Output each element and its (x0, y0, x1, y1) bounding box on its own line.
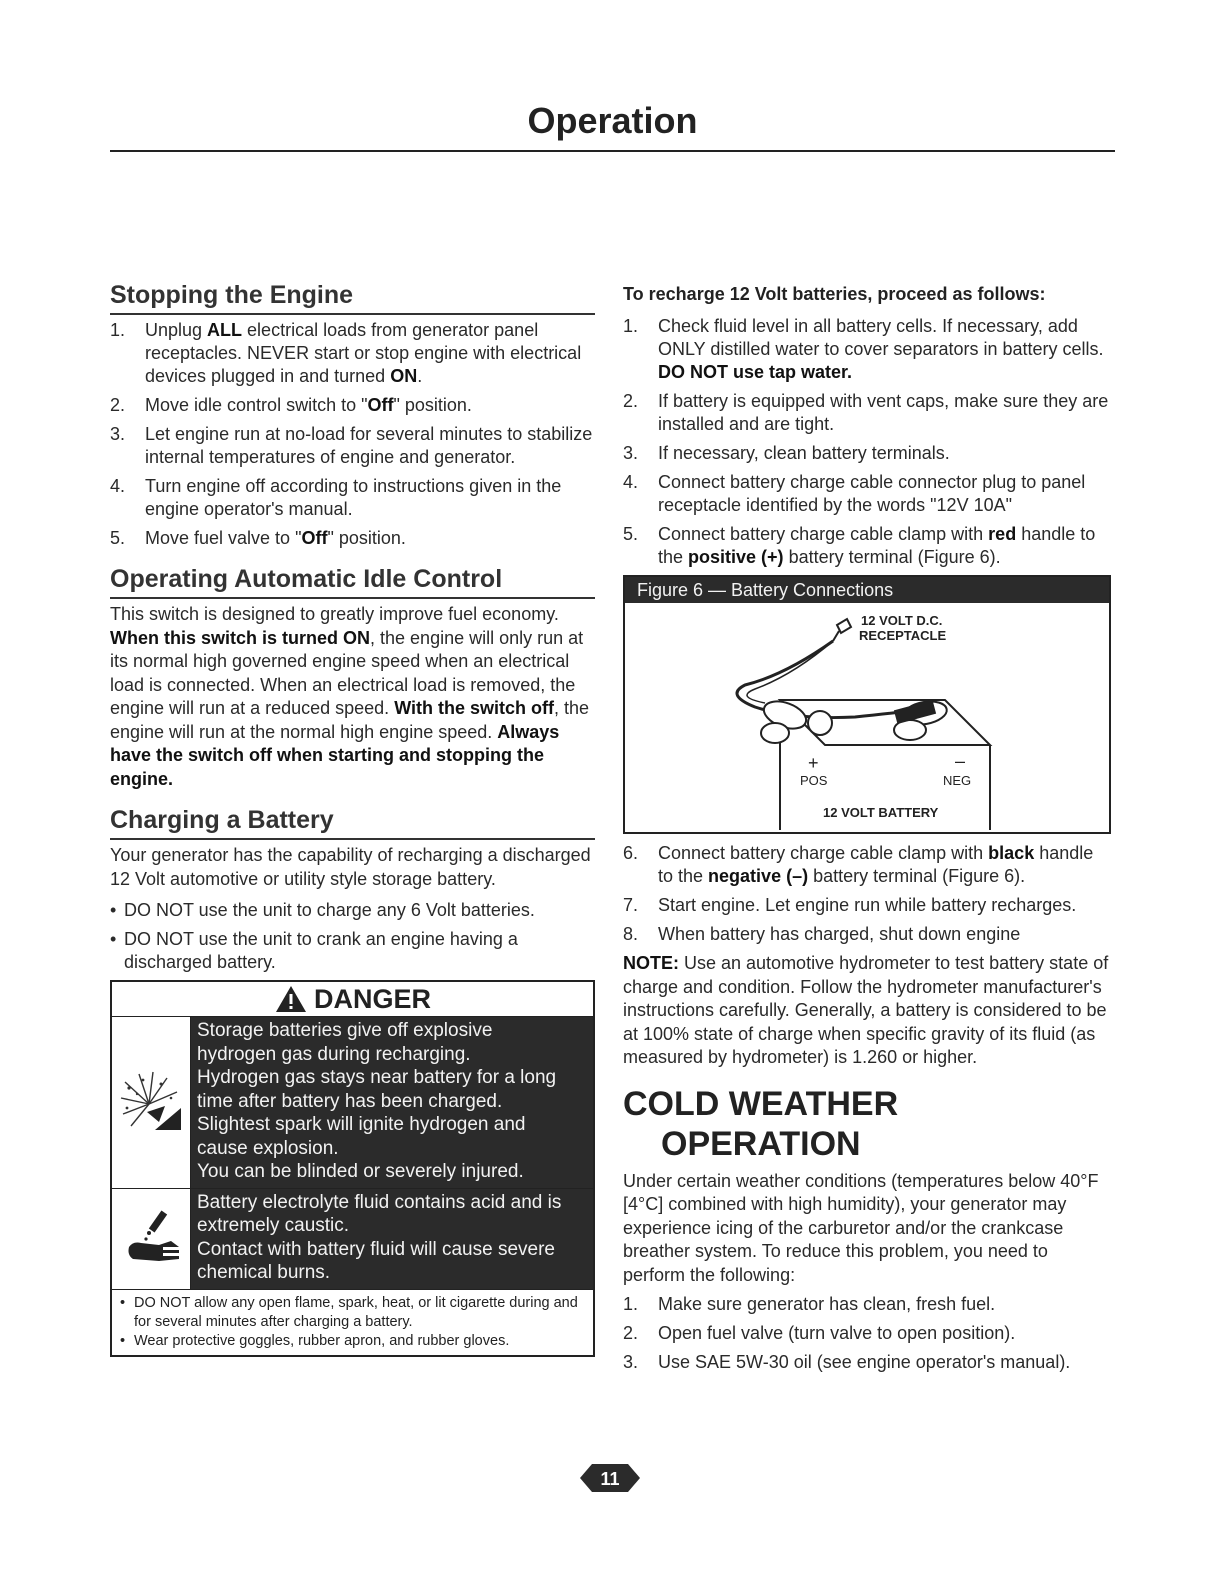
warning-triangle-icon (274, 984, 308, 1014)
danger-line: cause explosion. (197, 1137, 339, 1159)
list-item: 7. Start engine. Let engine run while battery recharges. (623, 895, 1077, 915)
cold-title-line2: OPERATION (661, 1124, 861, 1163)
list-item: 4. Turn engine off according to instructions given in the engine operator's manual. (110, 476, 562, 519)
idle-paragraph: This switch is designed to greatly improve fuel economy. When this switch is turned ON, the engine will only run at its normal high governed engine speed when an electrical load is connected. When an electrical load is removed, the engine will run at a reduced speed. With the switch off, the engine will run at the normal high engine speed. Always have the switch off when starting and stopping the engine. (110, 604, 590, 789)
figure-caption: Figure 6 — Battery Connections (625, 577, 1109, 603)
danger-line: Hydrogen gas stays near battery for a long (197, 1067, 557, 1088)
battery-diagram (625, 605, 1105, 830)
danger-header (112, 982, 593, 1017)
page-number-badge (578, 1460, 642, 1496)
receptacle-line2: RECEPTACLE (859, 628, 947, 643)
bold-run: Off (301, 528, 328, 548)
step-number: 1. (110, 320, 126, 340)
step-number: 2. (110, 395, 126, 415)
list-item: • DO NOT use the unit to charge any 6 Volt batteries. (110, 899, 595, 922)
stopping-heading: Stopping the Engine (110, 280, 595, 315)
danger-text-acid (191, 1189, 593, 1289)
neg-label: NEG (943, 773, 972, 788)
list-item: 8. When battery has charged, shut down engine (623, 924, 1021, 944)
step-number: 1. (623, 1294, 639, 1314)
charging-heading: Charging a Battery (110, 805, 595, 840)
list-item: 4. Connect battery charge cable connector plug to panel receptacle identified by the words "12V 10A" (623, 472, 1086, 515)
title-rule (110, 150, 1115, 152)
step-number: 5. (110, 528, 126, 548)
danger-line: Storage batteries give off explosive (197, 1020, 493, 1041)
danger-line: chemical burns. (197, 1262, 331, 1283)
neg-symbol: – (955, 751, 966, 771)
recharge-heading: To recharge 12 Volt batteries, proceed as follows: (623, 284, 1046, 304)
cold-weather-title (623, 1084, 1113, 1164)
bold-run: black (988, 843, 1035, 863)
list-item: 1. Unplug ALL electrical loads from generator panel receptacles. NEVER start or stop engine with electrical devices plugged in and turned ON. (110, 320, 582, 386)
list-item: 5. Move fuel valve to "Off" position. (110, 528, 406, 548)
danger-line: extremely caustic. (197, 1215, 350, 1236)
danger-note: • Wear protective goggles, rubber apron, and rubber gloves. (120, 1332, 587, 1351)
bold-run: positive (+) (688, 547, 784, 567)
bold-run: DO NOT use tap water. (658, 362, 853, 382)
step-number: 4. (623, 472, 639, 492)
list-item: 1. Make sure generator has clean, fresh fuel. (623, 1294, 996, 1314)
cold-steps (623, 1293, 1113, 1374)
step-number: 2. (623, 391, 639, 411)
bold-run: NOTE: (623, 953, 679, 973)
pos-symbol: + (808, 753, 819, 773)
danger-line: time after battery has been charged. (197, 1090, 503, 1112)
step-number: 5. (623, 524, 639, 544)
step-number: 3. (623, 443, 639, 463)
danger-line: Contact with battery fluid will cause severe (197, 1238, 555, 1260)
bold-run: When this switch is turned ON (110, 627, 371, 648)
danger-icon-cell (112, 1189, 191, 1289)
danger-line: Battery electrolyte fluid contains acid and is (197, 1191, 562, 1213)
bold-run: red (988, 524, 1017, 544)
list-item: 2. Move idle control switch to "Off" position. (110, 395, 472, 415)
step-number: 8. (623, 924, 639, 944)
stopping-steps (110, 319, 595, 550)
step-number: 3. (110, 424, 126, 444)
idle-heading: Operating Automatic Idle Control (110, 564, 595, 599)
bold-run: ALL (207, 320, 243, 340)
chemical-burn-icon (119, 1207, 183, 1271)
danger-row-explosion (112, 1017, 593, 1189)
right-column (623, 280, 1113, 1380)
danger-note: • DO NOT allow any open flame, spark, heat, or lit cigarette during and for several minutes after charging a battery. (120, 1294, 587, 1332)
list-item: 2. Open fuel valve (turn valve to open position). (623, 1323, 1016, 1343)
recharge-steps-a (623, 315, 1113, 569)
recharge-note: NOTE: Use an automotive hydrometer to test battery state of charge and condition. Follow the hydrometer manufacturer's instructions carefully. Generally, a battery is considered to be at 100% state of charge when specific gravity of its fluid (as measured by hydrometer) is 1.260 or higher. (623, 953, 1109, 1067)
step-number: 3. (623, 1352, 639, 1372)
step-number: 1. (623, 316, 639, 336)
cold-intro: Under certain weather conditions (temperatures below 40°F [4°C] combined with high humidity), your generator may experience icing of the carburetor and/or the crankcase breather system. To reduce this problem, you need to perform the following: (623, 1170, 1099, 1285)
left-column (110, 280, 595, 1357)
danger-label: DANGER (313, 983, 431, 1014)
list-item: 5. Connect battery charge cable clamp with red handle to the positive (+) battery terminal (Figure 6). (623, 524, 1096, 567)
pos-label: POS (800, 773, 828, 788)
step-number: 7. (623, 895, 639, 915)
danger-row-acid (112, 1189, 593, 1290)
charging-bullets (110, 899, 595, 974)
danger-line: Slightest spark will ignite hydrogen and (197, 1114, 526, 1135)
receptacle-line1: 12 VOLT D.C. (861, 613, 943, 628)
danger-box (110, 980, 595, 1357)
charging-intro: Your generator has the capability of recharging a discharged 12 Volt automotive or utility style storage battery. (110, 845, 591, 889)
explosion-icon (119, 1070, 183, 1134)
step-number: 2. (623, 1323, 639, 1343)
figure-battery-connections (623, 575, 1111, 834)
list-item: 3. If necessary, clean battery terminals. (623, 443, 950, 463)
list-item: 3. Use SAE 5W-30 oil (see engine operator's manual). (623, 1352, 1071, 1372)
page-title: Operation (527, 100, 698, 141)
bold-run: Off (367, 395, 394, 415)
battery-label: 12 VOLT BATTERY (823, 805, 939, 820)
danger-text-explosion (191, 1017, 593, 1188)
step-number: 6. (623, 843, 639, 863)
list-item: • DO NOT use the unit to crank an engine having a discharged battery. (110, 928, 595, 974)
list-item: 2. If battery is equipped with vent caps, make sure they are installed and are tight. (623, 391, 1109, 434)
bold-run: Always have the switch off when starting and stopping the engine. (110, 721, 560, 789)
danger-notes (112, 1290, 593, 1355)
bold-run: With the switch off (394, 698, 555, 718)
danger-line: You can be blinded or severely injured. (197, 1161, 524, 1182)
bold-run: negative (–) (708, 866, 809, 886)
list-item: 3. Let engine run at no-load for several minutes to stabilize internal temperatures of engine and generator. (110, 424, 593, 467)
step-number: 4. (110, 476, 126, 496)
bold-run: ON (390, 366, 418, 386)
list-item: 6. Connect battery charge cable clamp with black handle to the negative (–) battery terminal (Figure 6). (623, 843, 1094, 886)
list-item: 1. Check fluid level in all battery cells. If necessary, add ONLY distilled water to cover separators in battery cells. DO NOT use tap water. (623, 316, 1104, 382)
cold-title-line1: COLD WEATHER (623, 1084, 899, 1123)
danger-icon-cell (112, 1017, 191, 1188)
recharge-steps-b (623, 842, 1113, 946)
danger-line: hydrogen gas during recharging. (197, 1043, 471, 1065)
page-number: 11 (600, 1469, 620, 1489)
